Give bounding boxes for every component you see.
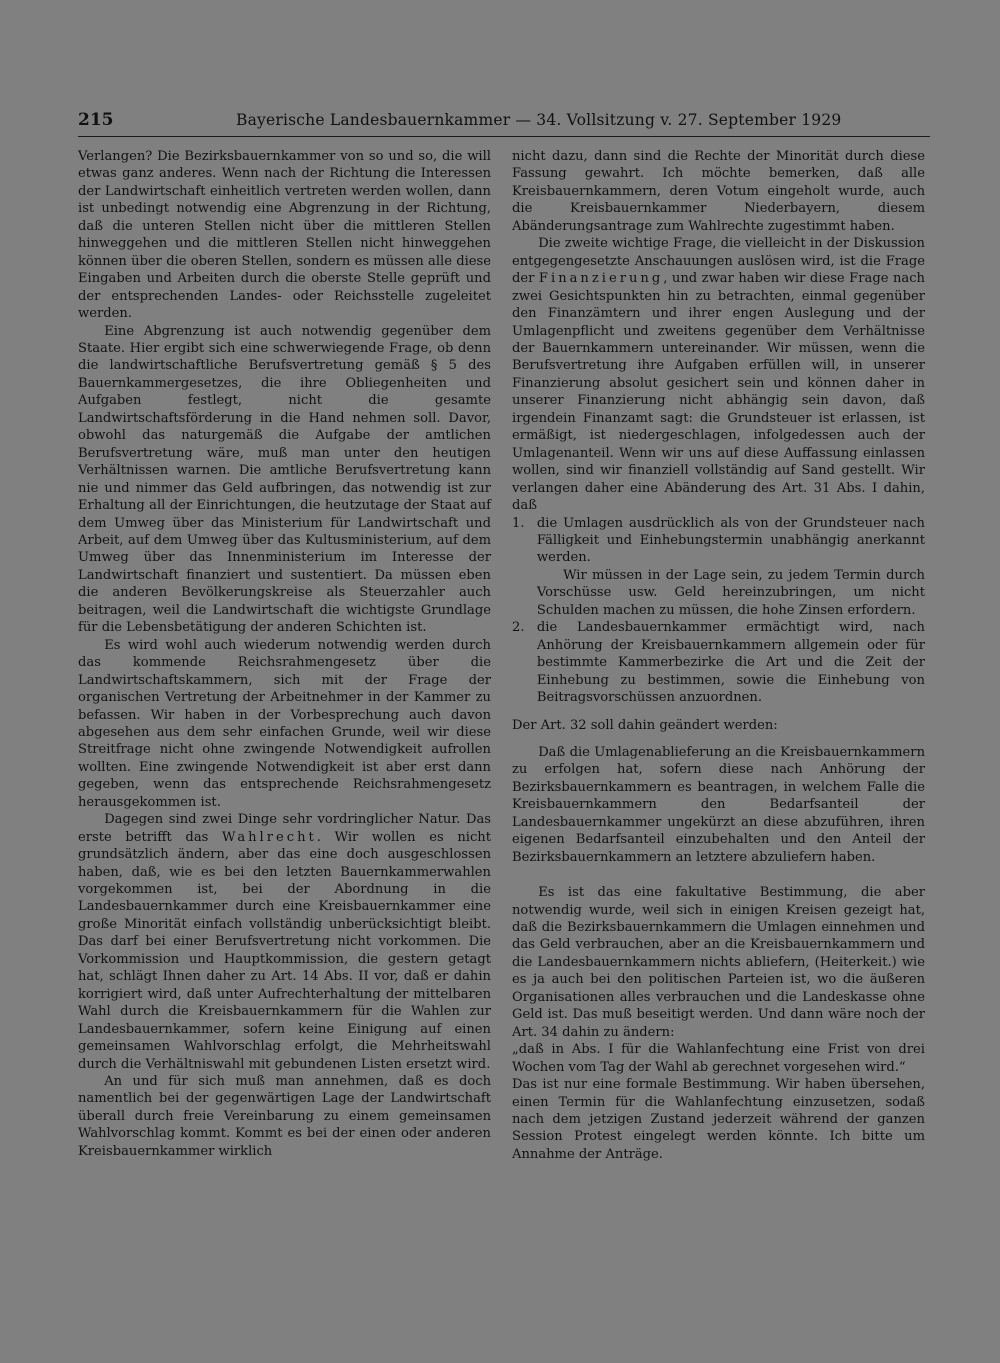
spacer bbox=[512, 734, 925, 744]
paragraph: Das ist nur eine formale Bestimmung. Wir haben übersehen, einen Termin für die Wahlanfechtung einzusetzen, sodaß nach dem jetzigen Zustand jederzeit während der ganzen Session Protest eingelegt werden könnte. Ich bitte um Annahme der Anträge. bbox=[512, 1077, 925, 1162]
paragraph bbox=[78, 811, 491, 1073]
paragraph-text: , und zwar haben wir diese Frage nach zwei Gesichtspunkten hin zu betrachten, einmal gegenüber den Finanzämtern und ihrer engen Auslegung und der Umlagenpflicht und zweitens gegenüber dem Verhältnisse der Bauernkammern untereinander. Wir müssen, wenn die Berufsvertretung ihre Aufgaben erfüllen will, in unserer Finanzierung absolut gesichert sein und können daher in unserer Finanzierung nicht abhängig sein davon, daß irgendein Finanzamt sagt: die Grundsteuer ist erlassen, ist ermäßigt, ist niedergeschlagen, infolgedessen auch der Umlagenanteil. Wenn wir uns auf diese Auffassung einlassen wollen, sind wir finanziell vollständig auf Sand gestellt. Wir verlangen daher eine Abänderung des Art. 31 Abs. I dahin, daß bbox=[512, 271, 925, 514]
paragraph-text: Dagegen sind zwei Dinge sehr vordringlicher Natur. Das erste betrifft das bbox=[78, 812, 491, 845]
page-number: 215 bbox=[78, 110, 114, 130]
list-item bbox=[512, 515, 925, 620]
left-column bbox=[78, 148, 491, 1160]
list-text: die Umlagen ausdrücklich als von der Grundsteuer nach Fälligkeit und Einhebungstermin unabhängig anerkannt werden. bbox=[536, 515, 925, 566]
page-header bbox=[78, 110, 930, 137]
list-item bbox=[512, 619, 925, 706]
paragraph-text: . Wir wollen es nicht grundsätzlich ändern, aber das eine doch ausgeschlossen haben, daß, wie es bei den letzten Bauernkammerwahlen vorgekommen ist, bei der Abordnung in die Landesbauernkammer durch eine Kreisbauernkammer eine große Minorität einfach vollständig unberücksichtigt bleibt. Das darf bei einer Berufsvertretung nicht vorkommen. Die Vorkommission und Hauptkommission, die gestern getagt hat, schlägt Ihnen daher zu Art. 14 Abs. II vor, daß er dahin korrigiert wird, daß unter Aufrechterhaltung der mittelbaren Wahl durch die Kreisbauernkammern für die Wahlen zur Landesbauernkammer, sofern keine Einigung auf einen gemeinsamen Wahlvorschlag erfolgt, die Mehrheitswahl durch die Verhältniswahl mit gebundenen Listen ersetzt wird. bbox=[78, 829, 491, 1072]
paragraph: nicht dazu, dann sind die Rechte der Minorität durch diese Fassung gewahrt. Ich möchte bemerken, daß alle Kreisbauernkammern, deren Votum eingeholt wurde, auch die Kreisbauernkammer Niederbayern, diesem Abänderungsantrage zum Wahlrechte zugestimmt haben. bbox=[512, 149, 925, 234]
list-text: die Landesbauernkammer ermächtigt wird, nach Anhörung der Kreisbauernkammern allgemein oder für bestimmte Kammerbezirke die Art und die Zeit der Einhebung zu bestimmen, sowie die Einhebung von Beitragsvorschüssen anzuordnen. bbox=[536, 620, 925, 706]
paragraph: Der Art. 32 soll dahin geändert werden: bbox=[512, 717, 778, 733]
spacer bbox=[512, 707, 925, 717]
paragraph-text: Die zweite wichtige Frage, die vielleicht in der Diskussion entgegengesetzte Anschauungen auslösen wird, ist die Frage der bbox=[512, 236, 925, 287]
list-item-body bbox=[537, 515, 925, 620]
paragraph: Eine Abgrenzung ist auch notwendig gegenüber dem Staate. Hier ergibt sich eine schwerwiegende Frage, ob denn die landwirtschaftliche Berufsvertretung gemäß § 5 des Bauernkammergesetzes, die ihre Obliegenheiten und Aufgaben festlegt, nicht die gesamte Landwirtschaftsförderung in die Hand nehmen soll. Davor, obwohl das naturgemäß die Aufgabe der amtlichen Berufsvertretung wäre, muß man unter den heutigen Verhältnissen warnen. Die amtliche Berufsvertretung kann nie und nimmer das Geld aufbringen, das notwendig ist zur Erhaltung all der Einrichtungen, die heutzutage der Staat auf dem Umweg über das Ministerium für Landwirtschaft und Arbeit, auf dem Umweg über das Kultusministerium, auf dem Umweg über das Innenministerium im Interesse der Landwirtschaft finanziert und sustentiert. Da müssen eben die anderen Bevölkerungskreise als Steuerzahler auch beitragen, weil die Landwirtschaft die wichtigste Grundlage für die Lebensbetätigung der anderen Schichten ist. bbox=[78, 323, 491, 636]
right-column bbox=[512, 148, 925, 1163]
spaced-emphasis: Wahlrecht bbox=[222, 829, 317, 845]
amendment-text: Daß die Umlagenablieferung an die Kreisbauernkammern zu erfolgen hat, sofern diese nach Anhörung der Bezirksbauernkammern es beantragen, in welchem Falle die Kreisbauernkammern den Bedarfsanteil der Landesbauernkammer ungekürzt an diese abzuführen, ihren eigenen Bedarfsanteil einzubehalten und den Anteil der Bezirksbauernkammern an letztere abzuliefern haben. bbox=[512, 744, 925, 865]
running-title: Bayerische Landesbauernkammer — 34. Vollsitzung v. 27. September 1929 bbox=[236, 111, 842, 129]
paragraph: An und für sich muß man annehmen, daß es doch namentlich bei der gegenwärtigen Lage der Landwirtschaft überall durch freie Vereinbarung zu einem gemeinsamen Wahlvorschlag kommt. Kommt es bei der einen oder anderen Kreisbauernkammer wirklich bbox=[78, 1074, 491, 1159]
spaced-emphasis: Finanzierung bbox=[538, 271, 664, 287]
list-number: 1. bbox=[512, 515, 525, 531]
list-item-body bbox=[537, 619, 925, 706]
paragraph: Verlangen? Die Bezirksbauernkammer von so und so, die will etwas ganz anderes. Wenn nach der Richtung die Interessen der Landwirtschaft einheitlich vertreten werden wollen, dann ist unbedingt notwendig eine Abgrenzung in der Richtung, daß die unteren Stellen nicht über die mittleren Stellen hinweggehen und die mittleren Stellen nicht hinweggehen können über die oberen Stellen, sondern es müssen alle diese Eingaben und Arbeiten durch die oberste Stelle geprüft und der entsprechenden Landes- oder Reichsstelle zugeleitet werden. bbox=[78, 149, 491, 322]
spacer bbox=[512, 866, 925, 884]
quotation: „daß in Abs. I für die Wahlanfechtung eine Frist von drei Wochen vom Tag der Wahl ab gerechnet vorgesehen wird.“ bbox=[512, 1042, 925, 1075]
list-text: Wir müssen in der Lage sein, zu jedem Termin durch Vorschüsse usw. Geld hereinzubringen, um nicht Schulden machen zu müssen, die hohe Zinsen erfordern. bbox=[536, 567, 925, 618]
paragraph bbox=[512, 235, 925, 514]
paragraph: Es ist das eine fakultative Bestimmung, die aber notwendig wurde, weil sich in einigen Kreisen gezeigt hat, daß die Bezirksbauernkammern die Umlagen einnehmen und das Geld verbrauchen, aber an die Kreisbauernkammern und die Landesbauernkammern nichts abliefern, (Heiterkeit.) wie es ja auch bei den politischen Parteien ist, wo die äußeren Organisationen alles verbrauchen und die Landeskasse ohne Geld ist. Das muß beseitigt werden. Und dann wäre noch der Art. 34 dahin zu ändern: bbox=[512, 885, 925, 1040]
list-number: 2. bbox=[512, 620, 525, 636]
paragraph: Es wird wohl auch wiederum notwendig werden durch das kommende Reichsrahmengesetz über die Landwirtschaftskammern, sich mit der Frage der organischen Vertretung der Arbeitnehmer in der Kammer zu befassen. Wir haben in der Vorbesprechung auch davon abgesehen aus dem sehr einfachen Grunde, weil wir diese Streitfrage nicht ohne zwingende Notwendigkeit aufrollen wollten. Eine zwingende Notwendigkeit ist aber erst dann gegeben, wenn das entsprechende Reichsrahmengesetz herausgekommen ist. bbox=[78, 637, 491, 810]
